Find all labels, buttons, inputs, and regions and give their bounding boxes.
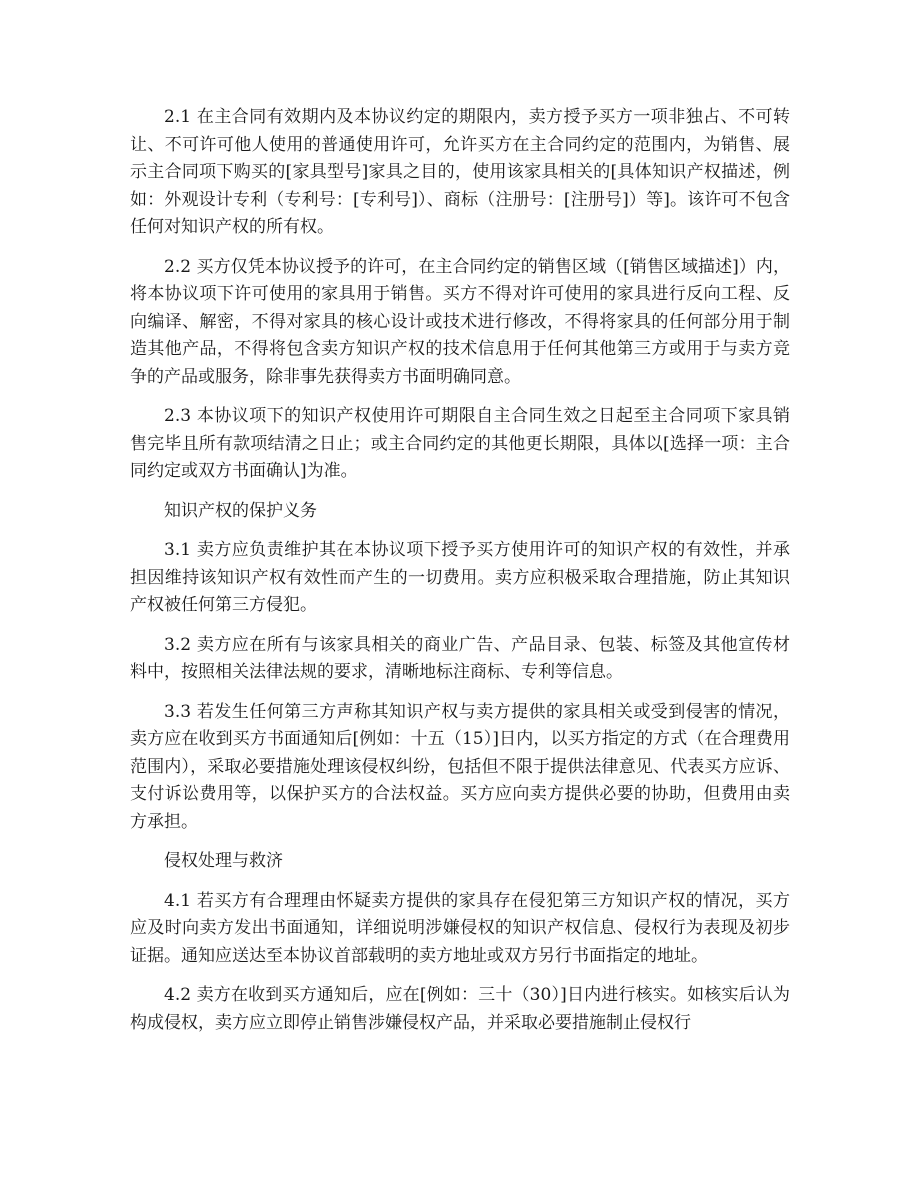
document-body	[130, 104, 790, 1049]
clause-2-3: 2.3 本协议项下的知识产权使用许可期限自主合同生效之日起至主合同项下家具销售完毕且所有款项结清之日止；或主合同约定的其他更长期限，具体以[选择一项：主合同约定或双方书面确认]为准。	[130, 406, 790, 481]
section-heading-infringement: 侵权处理与救济	[164, 851, 283, 871]
clause-3-3: 3.3 若发生任何第三方声称其知识产权与卖方提供的家具相关或受到侵害的情况，卖方应在收到买方书面通知后[例如：十五（15）]日内，以买方指定的方式（在合理费用范围内），采取必要措施处理该侵权纠纷，包括但不限于提供法律意见、代表买方应诉、支付诉讼费用等，以保护买方的合法权益。买方应向卖方提供必要的协助，但费用由卖方承担。	[130, 701, 790, 832]
clause-2-1: 2.1 在主合同有效期内及本协议约定的期限内，卖方授予买方一项非独占、不可转让、不可许可他人使用的普通使用许可，允许买方在主合同约定的范围内，为销售、展示主合同项下购买的[家具型号]家具之目的，使用该家具相关的[具体知识产权描述，例如：外观设计专利（专利号：[专利号]）、商标（注册号：[注册号]）等]。该许可不包含任何对知识产权的所有权。	[130, 107, 790, 237]
clause-3-2: 3.2 卖方应在所有与该家具相关的商业广告、产品目录、包装、标签及其他宣传材料中，按照相关法律法规的要求，清晰地标注商标、专利等信息。	[130, 634, 790, 682]
clause-2-2: 2.2 买方仅凭本协议授予的许可，在主合同约定的销售区域（[销售区域描述]）内，将本协议项下许可使用的家具用于销售。买方不得对许可使用的家具进行反向工程、反向编译、解密，不得对家具的核心设计或技术进行修改，不得将家具的任何部分用于制造其他产品，不得将包含卖方知识产权的技术信息用于任何其他第三方或用于与卖方竞争的产品或服务，除非事先获得卖方书面明确同意。	[130, 256, 790, 387]
clause-4-1: 4.1 若买方有合理理由怀疑卖方提供的家具存在侵犯第三方知识产权的情况，买方应及时向卖方发出书面通知，详细说明涉嫌侵权的知识产权信息、侵权行为表现及初步证据。通知应送达至本协议首部载明的卖方地址或双方另行书面指定的地址。	[130, 890, 790, 966]
clause-4-2: 4.2 卖方在收到买方通知后，应在[例如：三十（30）]日内进行核实。如核实后认为构成侵权，卖方应立即停止销售涉嫌侵权产品，并采取必要措施制止侵权行	[130, 985, 790, 1033]
section-heading-ip-protection: 知识产权的保护义务	[164, 500, 317, 521]
clause-3-1: 3.1 卖方应负责维护其在本协议项下授予买方使用许可的知识产权的有效性，并承担因维持该知识产权有效性而产生的一切费用。卖方应积极采取合理措施，防止其知识产权被任何第三方侵犯。	[130, 540, 790, 615]
